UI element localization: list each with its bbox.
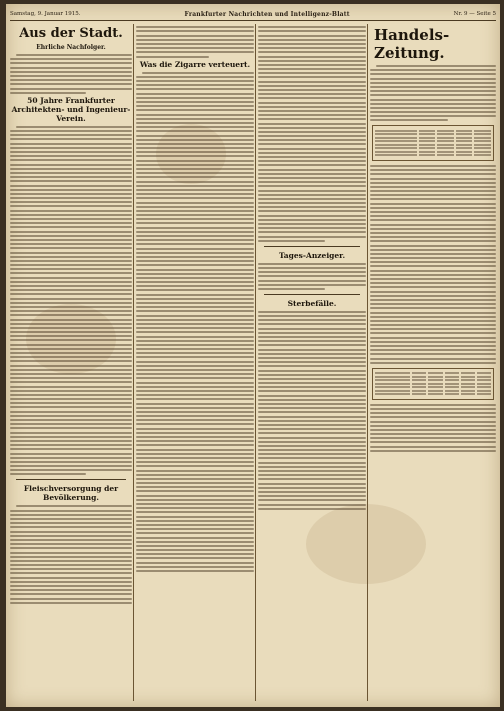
article-heading-architekten-verein: 50 Jahre Frankfurter Architekten- und Ingenieur-Verein. xyxy=(11,95,131,123)
header-title: Frankfurter Nachrichten und Intelligenz-Blatt xyxy=(184,10,350,18)
header-page-number: Nr. 9 — Seite 5 xyxy=(453,11,496,17)
column-1 xyxy=(10,24,132,701)
column-4 xyxy=(370,24,496,701)
header-date: Samstag, 9. Januar 1915. xyxy=(10,11,81,17)
article-body xyxy=(10,126,132,476)
article-body xyxy=(370,404,496,452)
page-header xyxy=(10,8,496,21)
subheading-ehrliche-nachfolger: Ehrliche Nachfolger. xyxy=(36,44,106,51)
statistics-table xyxy=(372,125,494,161)
column-3 xyxy=(258,24,366,701)
article-body xyxy=(370,165,496,364)
weather-table xyxy=(372,368,494,400)
article-body xyxy=(258,263,366,290)
section-heading-aus-der-stadt: Aus der Stadt. xyxy=(19,26,123,41)
death-notices-list xyxy=(258,311,366,510)
section-heading-handels-zeitung: Handels-Zeitung. xyxy=(374,26,450,62)
article-heading-zigarre: Was die Zigarre verteuert. xyxy=(139,59,251,69)
section-heading-sterbefaelle: Sterbefälle. xyxy=(287,298,337,308)
column-2 xyxy=(136,24,254,701)
article-body xyxy=(258,26,366,242)
section-heading-tages-anzeiger: Tages-Anzeiger. xyxy=(278,250,346,260)
article-heading-fleischversorgung: Fleischversorgung der Bevölkerung. xyxy=(23,484,119,503)
newspaper-page xyxy=(6,4,500,707)
article-body xyxy=(136,72,254,572)
article-body xyxy=(10,505,132,603)
article-body xyxy=(10,54,132,94)
article-body xyxy=(136,26,254,57)
article-body xyxy=(370,65,496,121)
